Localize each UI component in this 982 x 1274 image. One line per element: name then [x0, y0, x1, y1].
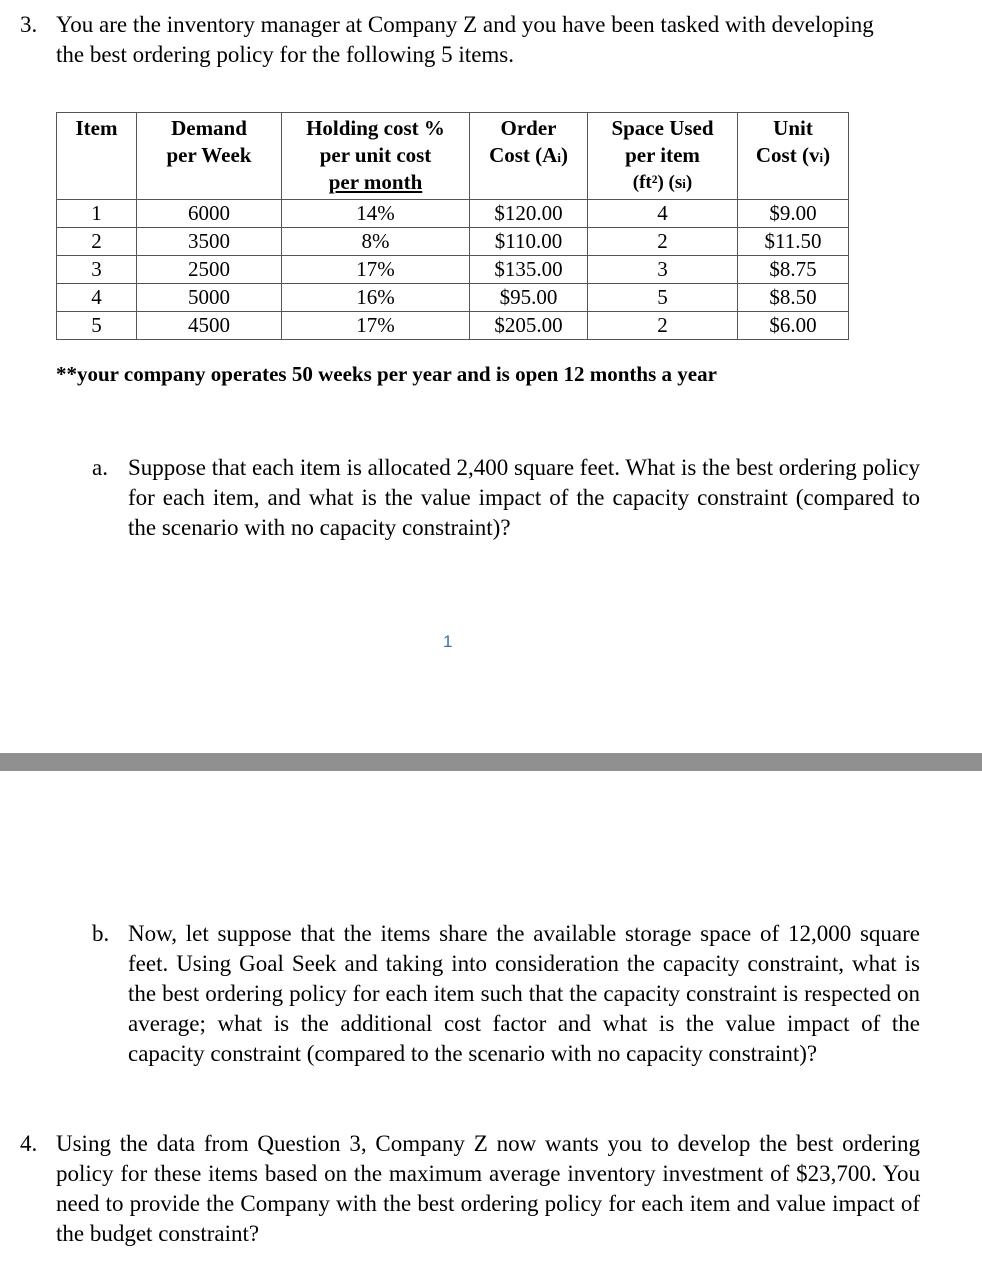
cell-order-cost: $205.00 — [470, 312, 588, 340]
table-row — [57, 312, 849, 340]
table-row — [57, 228, 849, 256]
cell-item: 4 — [57, 284, 137, 312]
cell-holding: 8% — [282, 228, 470, 256]
cell-space: 4 — [588, 200, 738, 228]
cell-demand: 5000 — [137, 284, 282, 312]
cell-item: 1 — [57, 200, 137, 228]
cell-order-cost: $135.00 — [470, 256, 588, 284]
cell-demand: 4500 — [137, 312, 282, 340]
question-3-number: 3. — [20, 12, 38, 37]
cell-order-cost: $95.00 — [470, 284, 588, 312]
cell-order-cost: $120.00 — [470, 200, 588, 228]
cell-order-cost: $110.00 — [470, 228, 588, 256]
operating-note: **your company operates 50 weeks per year and is open 12 months a year — [56, 362, 717, 386]
header-holding-cost: Holding cost % per unit cost per month — [282, 113, 470, 200]
cell-space: 2 — [588, 228, 738, 256]
header-unit-cost: Unit Cost (vi) — [738, 113, 849, 200]
page-break-divider — [0, 753, 982, 771]
cell-holding: 14% — [282, 200, 470, 228]
table-header-row — [57, 113, 849, 200]
header-space-used: Space Used per item (ft²) (si) — [588, 113, 738, 200]
header-demand: Demand per Week — [137, 113, 282, 200]
table-row — [57, 256, 849, 284]
cell-holding: 16% — [282, 284, 470, 312]
cell-unit-cost: $6.00 — [738, 312, 849, 340]
cell-demand: 3500 — [137, 228, 282, 256]
table-row — [57, 284, 849, 312]
cell-item: 2 — [57, 228, 137, 256]
cell-demand: 6000 — [137, 200, 282, 228]
cell-space: 2 — [588, 312, 738, 340]
cell-unit-cost: $8.50 — [738, 284, 849, 312]
cell-demand: 2500 — [137, 256, 282, 284]
part-b-text: Now, let suppose that the items share the available storage space of 12,000 square feet. Using Goal Seek and taking into consideration the capacity constraint, what is the best ordering policy for each item such that the capacity constraint is respected on average; what is the additional cost factor and what is the value impact of the capacity constraint (compared to the scenario with no capacity constraint)? — [128, 921, 920, 1066]
page-number: 1 — [443, 632, 453, 651]
cell-holding: 17% — [282, 256, 470, 284]
question-3-line-1: You are the inventory manager at Company Z and you have been tasked with developing — [56, 12, 874, 37]
cell-space: 5 — [588, 284, 738, 312]
question-4-number: 4. — [20, 1131, 38, 1156]
header-item: Item — [57, 113, 137, 200]
part-a-text: Suppose that each item is allocated 2,400 square feet. What is the best ordering policy for each item, and what is the value impact of the capacity constraint (compared to the scenario with no capacity constraint)? — [128, 455, 920, 540]
cell-item: 5 — [57, 312, 137, 340]
question-4-text: Using the data from Question 3, Company Z now wants you to develop the best ordering policy for these items based on the maximum average inventory investment of $23,700. You need to provide the Company with the best ordering policy for each item and value impact of the budget constraint? — [56, 1131, 920, 1246]
cell-space: 3 — [588, 256, 738, 284]
cell-unit-cost: $8.75 — [738, 256, 849, 284]
question-3-text — [56, 10, 926, 70]
part-a-letter: a. — [92, 455, 108, 480]
cell-unit-cost: $9.00 — [738, 200, 849, 228]
part-b-letter: b. — [92, 921, 110, 946]
header-order-cost: Order Cost (Ai) — [470, 113, 588, 200]
cell-unit-cost: $11.50 — [738, 228, 849, 256]
cell-holding: 17% — [282, 312, 470, 340]
question-3-line-2: the best ordering policy for the following 5 items. — [56, 42, 514, 67]
table-row — [57, 200, 849, 228]
inventory-table — [56, 112, 849, 340]
cell-item: 3 — [57, 256, 137, 284]
